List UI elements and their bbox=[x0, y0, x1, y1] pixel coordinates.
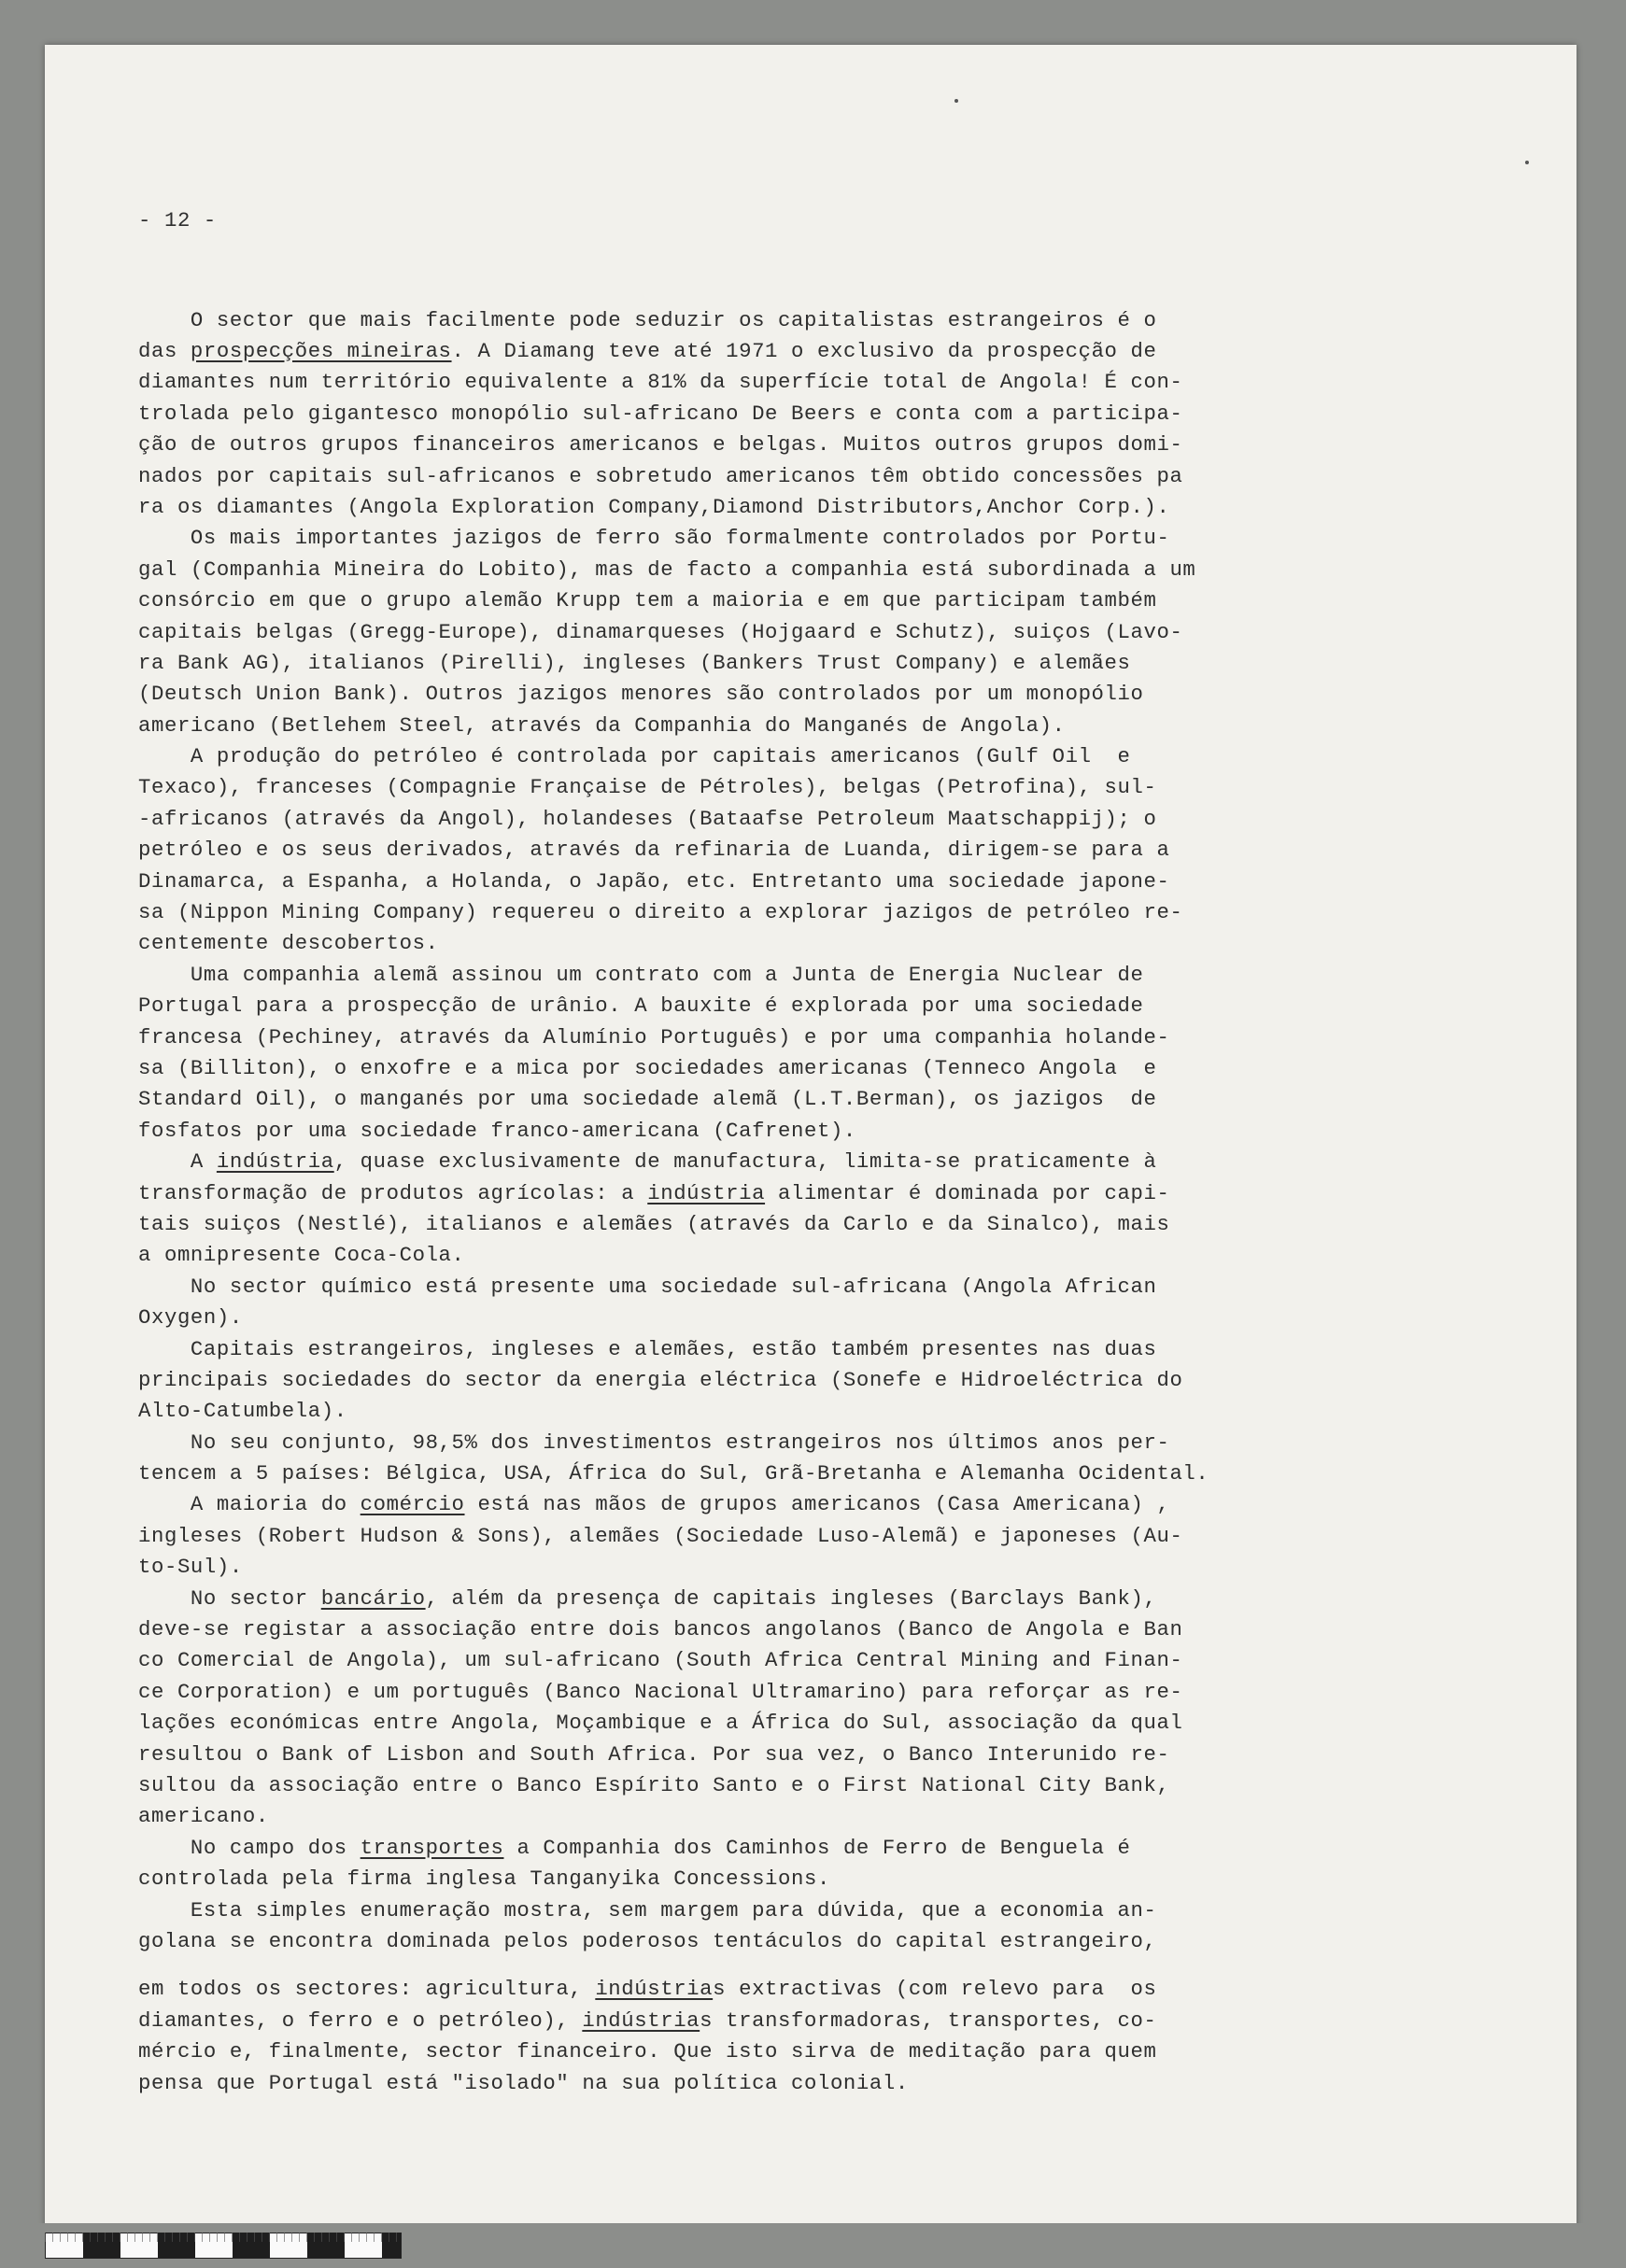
text-line: Esta simples enumeração mostra, sem margem para dúvida, que a economia an- bbox=[138, 1897, 1157, 1923]
text-line: nados por capitais sul-africanos e sobretudo americanos têm obtido concessões pa bbox=[138, 463, 1183, 488]
paper-speck bbox=[954, 99, 958, 103]
text-line: capitais belgas (Gregg-Europe), dinamarqueses (Hojgaard e Schutz), suiços (Lavo- bbox=[138, 619, 1183, 644]
text-line: ção de outros grupos financeiros americanos e belgas. Muitos outros grupos domi- bbox=[138, 432, 1183, 458]
underlined-term: indústria bbox=[595, 1977, 714, 2002]
text-line: No campo dos transportes a Companhia dos Caminhos de Ferro de Benguela é bbox=[138, 1835, 1131, 1860]
text-line: deve-se registar a associação entre dois bancos angolanos (Banco de Angola e Ban bbox=[138, 1617, 1183, 1642]
text-line: ra Bank AG), italianos (Pirelli), ingleses (Bankers Trust Company) e alemães bbox=[138, 650, 1131, 675]
text-line: No seu conjunto, 98,5% dos investimentos estrangeiros nos últimos anos per- bbox=[138, 1430, 1170, 1455]
text-line: A produção do petróleo é controlada por capitais americanos (Gulf Oil e bbox=[138, 744, 1131, 769]
text-line: trolada pelo gigantesco monopólio sul-africano De Beers e conta com a participa- bbox=[138, 401, 1183, 426]
ruler-ticks bbox=[45, 2233, 400, 2242]
text-line: tencem a 5 países: Bélgica, USA, África do Sul, Grã-Bretanha e Alemanha Ocidental. bbox=[138, 1461, 1209, 1486]
typewritten-text bbox=[138, 143, 1567, 2099]
text-line: a omnipresente Coca-Cola. bbox=[138, 1243, 465, 1268]
text-line: Oxygen). bbox=[138, 1305, 243, 1331]
text-line: fosfatos por uma sociedade franco-americana (Cafrenet). bbox=[138, 1118, 856, 1143]
underlined-term: prospecções mineiras bbox=[190, 339, 452, 364]
underlined-term: indústria bbox=[216, 1149, 334, 1175]
underlined-term: indústria bbox=[582, 2007, 700, 2033]
text-line: americano. bbox=[138, 1804, 269, 1829]
text-line: sa (Nippon Mining Company) requereu o direito a explorar jazigos de petróleo re- bbox=[138, 900, 1183, 925]
text-line: Standard Oil), o manganés por uma sociedade alemã (L.T.Berman), os jazigos de bbox=[138, 1087, 1157, 1112]
text-line: diamantes, o ferro e o petróleo), indústrias transformadoras, transportes, co- bbox=[138, 2007, 1157, 2033]
text-line: Portugal para a prospecção de urânio. A bauxite é explorada por uma sociedade bbox=[138, 993, 1144, 1019]
text-line: tais suiços (Nestlé), italianos e alemães (através da Carlo e da Sinalco), mais bbox=[138, 1211, 1170, 1236]
text-line: ra os diamantes (Angola Exploration Company,Diamond Distributors,Anchor Corp.). bbox=[138, 494, 1170, 519]
text-line: co Comercial de Angola), um sul-africano (South Africa Central Mining and Finan- bbox=[138, 1648, 1183, 1673]
text-line: Capitais estrangeiros, ingleses e alemães, estão também presentes nas duas bbox=[138, 1336, 1157, 1361]
text-line: No sector químico está presente uma sociedade sul-africana (Angola African bbox=[138, 1274, 1157, 1299]
text-line: sultou da associação entre o Banco Espírito Santo e o First National City Bank, bbox=[138, 1772, 1170, 1797]
text-line: resultou o Bank of Lisbon and South Africa. Por sua vez, o Banco Interunido re- bbox=[138, 1741, 1170, 1767]
text-line: principais sociedades do sector da energia eléctrica (Sonefe e Hidroeléctrica do bbox=[138, 1367, 1183, 1392]
text-line: pensa que Portugal está "isolado" na sua política colonial. bbox=[138, 2070, 909, 2095]
underlined-term: indústria bbox=[647, 1180, 766, 1205]
text-line: No sector bancário, além da presença de capitais ingleses (Barclays Bank), bbox=[138, 1585, 1157, 1611]
text-line: centemente descobertos. bbox=[138, 931, 439, 956]
text-line: Alto-Catumbela). bbox=[138, 1399, 347, 1424]
text-line: transformação de produtos agrícolas: a indústria alimentar é dominada por capi- bbox=[138, 1180, 1170, 1205]
text-line: lações económicas entre Angola, Moçambique e a África do Sul, associação da qual bbox=[138, 1711, 1183, 1736]
text-line: gal (Companhia Mineira do Lobito), mas de facto a companhia está subordinada a um bbox=[138, 556, 1196, 582]
text-line: controlada pela firma inglesa Tanganyika Concessions. bbox=[138, 1867, 830, 1892]
text-line: A indústria, quase exclusivamente de manufactura, limita-se praticamente à bbox=[138, 1149, 1157, 1175]
text-line: Texaco), franceses (Compagnie Française de Pétroles), belgas (Petrofina), sul- bbox=[138, 775, 1157, 800]
underlined-term: comércio bbox=[360, 1492, 465, 1517]
text-line: Dinamarca, a Espanha, a Holanda, o Japão, etc. Entretanto uma sociedade japone- bbox=[138, 868, 1170, 894]
underlined-term: bancário bbox=[320, 1585, 426, 1611]
text-line: -africanos (através da Angol), holandeses (Bataafse Petroleum Maatschappij); o bbox=[138, 806, 1157, 831]
document-page bbox=[45, 45, 1577, 2239]
text-line: das prospecções mineiras. A Diamang teve até 1971 o exclusivo da prospecção de bbox=[138, 339, 1157, 364]
text-line: Uma companhia alemã assinou um contrato com a Junta de Energia Nuclear de bbox=[138, 962, 1144, 987]
text-line: (Deutsch Union Bank). Outros jazigos menores são controlados por um monopólio bbox=[138, 682, 1144, 707]
text-line: diamantes num território equivalente a 81% da superfície total de Angola! É con- bbox=[138, 370, 1183, 395]
text-line: A maioria do comércio está nas mãos de grupos americanos (Casa Americana) , bbox=[138, 1492, 1170, 1517]
text-line: to-Sul). bbox=[138, 1555, 243, 1580]
paper-speck bbox=[1525, 161, 1529, 164]
underlined-term: transportes bbox=[360, 1835, 504, 1860]
paragraph-gap bbox=[138, 1957, 1567, 1974]
text-line: golana se encontra dominada pelos poderosos tentáculos do capital estrangeiro, bbox=[138, 1928, 1157, 1953]
text-line: petróleo e os seus derivados, através da refinaria de Luanda, dirigem-se para a bbox=[138, 838, 1170, 863]
text-line: francesa (Pechiney, através da Alumínio Português) e por uma companhia holande- bbox=[138, 1024, 1170, 1049]
page-number: - 12 - bbox=[138, 207, 217, 232]
text-line: americano (Betlehem Steel, através da Companhia do Manganés de Angola). bbox=[138, 712, 1066, 738]
text-line: em todos os sectores: agricultura, indústrias extractivas (com relevo para os bbox=[138, 1977, 1157, 2002]
text-line: ingleses (Robert Hudson & Sons), alemães (Sociedade Luso-Alemã) e japoneses (Au- bbox=[138, 1523, 1183, 1548]
text-line: consórcio em que o grupo alemão Krupp tem a maioria e em que participam também bbox=[138, 588, 1157, 613]
text-line: O sector que mais facilmente pode seduzir os capitalistas estrangeiros é o bbox=[138, 307, 1157, 332]
text-line: sa (Billiton), o enxofre e a mica por sociedades americanas (Tenneco Angola e bbox=[138, 1056, 1157, 1080]
text-line: ce Corporation) e um português (Banco Nacional Ultramarino) para reforçar as re- bbox=[138, 1679, 1183, 1704]
text-line: Os mais importantes jazigos de ferro são formalmente controlados por Portu- bbox=[138, 526, 1170, 551]
scale-ruler bbox=[0, 2223, 1626, 2268]
text-line: mércio e, finalmente, sector financeiro. Que isto sirva de meditação para quem bbox=[138, 2039, 1157, 2064]
